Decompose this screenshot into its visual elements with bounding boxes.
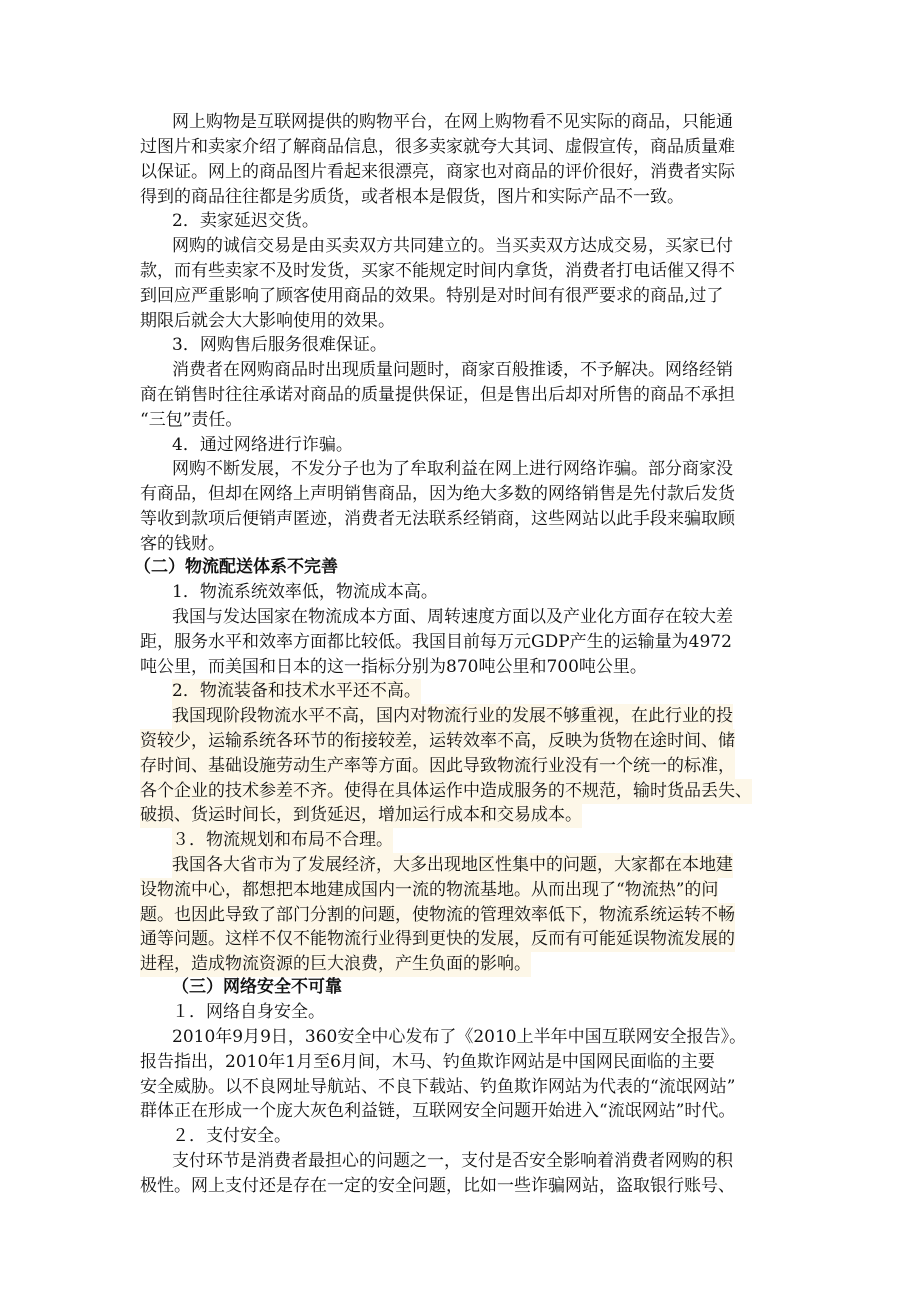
paragraph-line: 进程，造成物流资源的巨大浪费，产生负面的影响。 (0, 952, 920, 977)
paragraph-line: 款，而有些卖家不及时发货，买家不能规定时间内拿货，消费者打电话催又得不 (140, 261, 735, 281)
paragraph-line: 极性。网上支付还是存在一定的安全问题，比如一些诈骗网站，盗取银行账号、 (140, 1176, 735, 1196)
paragraph-line: 有商品，但却在网络上声明销售商品，因为绝大多数的网络销售是先付款后发货 (140, 484, 735, 504)
paragraph-line: 各个企业的技术参差不齐。使得在具体运作中造成服务的不规范，输时货品丢失、 (0, 779, 920, 804)
subheading: ３．物流规划和布局不合理。 (0, 828, 920, 853)
paragraph-line: 存时间、基础设施劳动生产率等方面。因此导致物流行业没有一个统一的标准， (0, 754, 920, 779)
paragraph-line: 过图片和卖家介绍了解商品信息，很多卖家就夸大其词、虚假宣传，商品质量难 (140, 137, 735, 157)
subheading: 3．网购售后服务很难保证。 (172, 335, 387, 355)
paragraph-line: 群体正在形成一个庞大灰色利益链，互联网安全问题开始进入“流氓网站”时代。 (140, 1101, 736, 1121)
paragraph-line: 网购的诚信交易是由买卖双方共同建立的。当买卖双方达成交易，买家已付 (172, 236, 733, 256)
paragraph-line: 报告指出，2010年1月至6月间，木马、钓鱼欺诈网站是中国网民面临的主要 (140, 1052, 715, 1072)
paragraph-line: 得到的商品往往都是劣质货，或者根本是假货，图片和实际产品不一致。 (140, 187, 684, 207)
subheading: 2．卖家延迟交货。 (172, 211, 319, 231)
subheading: 2．物流装备和技术水平还不高。 (0, 679, 920, 704)
paragraph-line: 等收到款项后便销声匿迹，消费者无法联系经销商，这些网站以此手段来骗取顾 (140, 509, 735, 529)
paragraph-line: 网上购物是互联网提供的购物平台，在网上购物看不见实际的商品，只能通 (172, 112, 733, 132)
paragraph-line: 商在销售时往往承诺对商品的质量提供保证，但是售出后却对所售的商品不承担 (140, 385, 735, 405)
subheading: 1．物流系统效率低，物流成本高。 (172, 582, 438, 602)
section-heading: （二）物流配送体系不完善 (134, 557, 338, 577)
paragraph-line: 安全威胁。以不良网址导航站、不良下载站、钓鱼欺诈网站为代表的“流氓网站” (140, 1077, 736, 1097)
paragraph-line: 设物流中心，都想把本地建成国内一流的物流基地。从而出现了“物流热”的问 (0, 878, 920, 903)
paragraph-line: 破损、货运时间长，到货延迟，增加运行成本和交易成本。 (0, 803, 920, 828)
paragraph-line: 支付环节是消费者最担心的问题之一，支付是否安全影响着消费者网购的积 (172, 1151, 733, 1171)
paragraph-line: 我国现阶段物流水平不高，国内对物流行业的发展不够重视，在此行业的投 (0, 704, 920, 729)
paragraph-line: 题。也因此导致了部门分割的问题，使物流的管理效率低下，物流系统运转不畅 (0, 903, 920, 928)
paragraph-line: 2010年9月9日，360安全中心发布了《2010上半年中国互联网安全报告》。 (172, 1027, 747, 1047)
subheading: 4．通过网络进行诈骗。 (172, 435, 353, 455)
paragraph-line: 资较少，运输系统各环节的衔接较差，运转效率不高，反映为货物在途时间、储 (0, 729, 920, 754)
paragraph-line: 我国与发达国家在物流成本方面、周转速度方面以及产业化方面存在较大差 (172, 607, 733, 627)
paragraph-line: 通等问题。这样不仅不能物流行业得到更快的发展，反而有可能延误物流发展的 (0, 927, 920, 952)
paragraph-line: 期限后就会大大影响使用的效果。 (140, 311, 395, 331)
paragraph-line: 到回应严重影响了顾客使用商品的效果。特别是对时间有很严要求的商品,过了 (140, 286, 724, 306)
paragraph-line: 网购不断发展，不发分子也为了牟取利益在网上进行网络诈骗。部分商家没 (172, 459, 733, 479)
paragraph-line: 我国各大省市为了发展经济，大多出现地区性集中的问题，大家都在本地建 (0, 853, 920, 878)
paragraph-line: 客的钱财。 (140, 534, 225, 554)
paragraph-line: 消费者在网购商品时出现质量问题时，商家百般推诿，不予解决。网络经销 (172, 360, 733, 380)
paragraph-line: 吨公里，而美国和日本的这一指标分别为870吨公里和700吨公里。 (140, 657, 647, 677)
subheading: １．网络自身安全。 (172, 1002, 325, 1022)
section-heading: （三）网络安全不可靠 (172, 977, 342, 997)
paragraph-line: 以保证。网上的商品图片看起来很漂亮，商家也对商品的评价很好，消费者实际 (140, 162, 735, 182)
paragraph-line: 距，服务水平和效率方面都比较低。我国目前每万元GDP产生的运输量为4972 (140, 632, 732, 652)
paragraph-line: “三包”责任。 (140, 410, 243, 430)
subheading: ２．支付安全。 (172, 1126, 291, 1146)
